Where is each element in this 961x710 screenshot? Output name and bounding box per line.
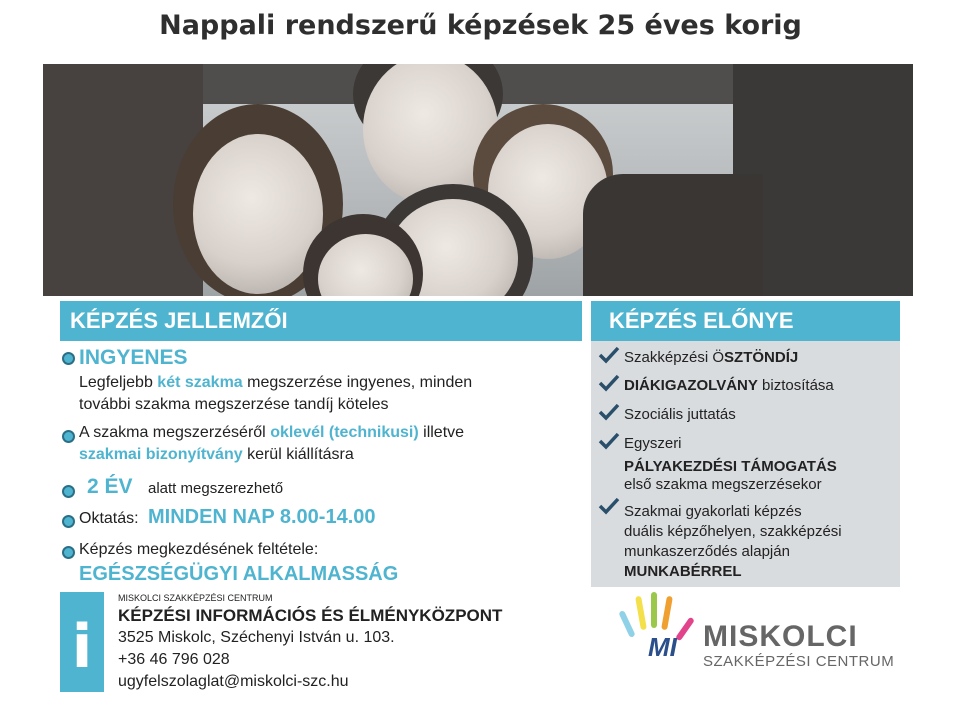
benefit-onetime-l3: első szakma megszerzésekor [624, 476, 822, 493]
check-icon [598, 346, 620, 364]
benefit-wage-l2: duális képzőhelyen, szakképzési [624, 523, 842, 540]
page-title: Nappali rendszerű képzések 25 éves korig [159, 10, 802, 41]
logo-strip [618, 610, 635, 638]
hero-photo [43, 64, 913, 296]
bullet-icon [62, 485, 75, 498]
bullet-icon [62, 546, 75, 559]
benefit-onetime-l2: PÁLYAKEZDÉSI TÁMOGATÁS [624, 458, 837, 475]
info-org-small: MISKOLCI SZAKKÉPZÉSI CENTRUM [118, 593, 273, 603]
free-text-line2: további szakma megszerzése tandíj köteles [79, 396, 389, 413]
benefit-student-id: DIÁKIGAZOLVÁNY biztosítása [624, 377, 834, 394]
benefit-wage-l4: MUNKABÉRREL [624, 563, 742, 580]
benefits-header: KÉPZÉS ELŐNYE [591, 301, 900, 341]
free-title: INGYENES [79, 346, 188, 369]
logo-subtitle: SZAKKÉPZÉSI CENTRUM [703, 653, 895, 670]
logo-strip [635, 596, 647, 631]
info-icon: i [71, 612, 93, 682]
condition-value: EGÉSZSÉGÜGYI ALKALMASSÁG [79, 563, 399, 585]
info-phone: +36 46 796 028 [118, 651, 230, 668]
info-address: 3525 Miskolc, Széchenyi István u. 103. [118, 629, 395, 646]
info-org-name: KÉPZÉSI INFORMÁCIÓS ÉS ÉLMÉNYKÖZPONT [118, 606, 503, 625]
check-icon [598, 497, 620, 515]
info-email: ugyfelszolaglat@miskolci-szc.hu [118, 673, 349, 690]
cert-text-line2: szakmai bizonyítvány kerül kiállításra [79, 446, 354, 463]
cert-text-line1: A szakma megszerzéséről oklevél (technikusi) illetve [79, 424, 465, 441]
logo-mark: MI [648, 632, 677, 662]
free-text-line1: Legfeljebb két szakma megszerzése ingyenes, minden [79, 374, 473, 391]
logo-name: MISKOLCI [703, 620, 858, 653]
features-header: KÉPZÉS JELLEMZŐI [60, 301, 582, 341]
logo-strip [651, 592, 657, 628]
check-icon [598, 374, 620, 392]
benefit-wage-l3: munkaszerződés alapján [624, 543, 790, 560]
bullet-icon [62, 430, 75, 443]
benefit-onetime-l1: Egyszeri [624, 435, 682, 452]
benefit-scholarship: Szakképzési ÖSZTÖNDÍJ [624, 349, 799, 366]
education-label: Oktatás: [79, 510, 139, 527]
condition-label: Képzés megkezdésének feltétele: [79, 541, 319, 558]
years-value: 2 ÉV [87, 475, 133, 498]
logo-strip [661, 596, 673, 631]
check-icon [598, 403, 620, 421]
logo-strip [675, 617, 695, 642]
education-time: MINDEN NAP 8.00-14.00 [148, 506, 376, 528]
bullet-icon [62, 352, 75, 365]
check-icon [598, 432, 620, 450]
bullet-icon [62, 515, 75, 528]
benefit-wage-l1: Szakmai gyakorlati képzés [624, 503, 802, 520]
benefit-social: Szociális juttatás [624, 406, 736, 423]
years-text: alatt megszerezhető [148, 480, 284, 497]
